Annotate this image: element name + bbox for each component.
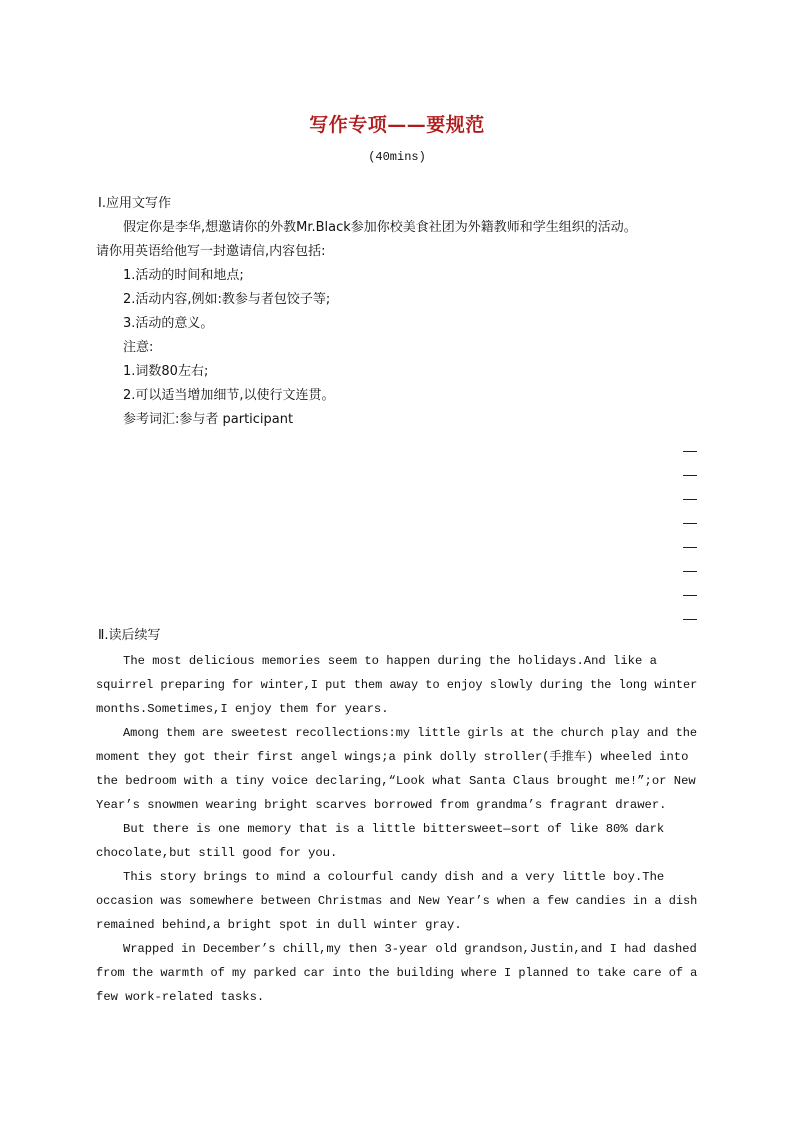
answer-blank-line	[683, 475, 697, 476]
note-item: 2.可以适当增加细节,以使行文连贯。	[123, 388, 335, 403]
page-title: 写作专项——要规范	[309, 114, 485, 136]
section1-prompt-line1: 假定你是李华,想邀请你的外教Mr.Black参加你校美食社团为外籍教师和学生组织的活动。	[123, 220, 637, 235]
passage-line: The most delicious memories seem to happen during the holidays.And like a	[123, 654, 657, 668]
answer-blank-line	[683, 451, 697, 452]
note-item: 1.词数80左右;	[123, 364, 209, 379]
passage-line: Wrapped in December’s chill,my then 3-year old grandson,Justin,and I had dashed	[123, 942, 697, 956]
requirement-item: 1.活动的时间和地点;	[123, 268, 244, 283]
vocabulary-hint: 参考词汇:参与者 participant	[123, 412, 294, 427]
answer-blank-line	[683, 595, 697, 596]
time-limit: (40mins)	[368, 150, 426, 164]
passage-line: squirrel preparing for winter,I put them away to enjoy slowly during the long winter	[96, 678, 698, 692]
passage-line: remained behind,a bright spot in dull winter gray.	[96, 918, 462, 932]
section1-heading: Ⅰ.应用文写作	[98, 196, 171, 211]
answer-blank-line	[683, 547, 697, 548]
section2-heading: Ⅱ.读后续写	[98, 628, 161, 643]
requirement-item: 3.活动的意义。	[123, 316, 214, 331]
requirement-item: 2.活动内容,例如:教参与者包饺子等;	[123, 292, 331, 307]
passage-line: chocolate,but still good for you.	[96, 846, 338, 860]
passage-line: months.Sometimes,I enjoy them for years.	[96, 702, 389, 716]
answer-blank-line	[683, 571, 697, 572]
passage-line: moment they got their first angel wings;a pink dolly stroller(手推车) wheeled into	[96, 750, 689, 764]
passage-line: This story brings to mind a colourful candy dish and a very little boy.The	[123, 870, 665, 884]
passage-line: the bedroom with a tiny voice declaring,“Look what Santa Claus brought me!”;or New	[96, 774, 696, 788]
section1-prompt-line2: 请你用英语给他写一封邀请信,内容包括:	[96, 244, 326, 259]
passage-line: But there is one memory that is a little bittersweet—sort of like 80% dark	[123, 822, 665, 836]
answer-blank-line	[683, 523, 697, 524]
answer-blank-line	[683, 499, 697, 500]
passage-line: occasion was somewhere between Christmas and New Year’s when a few candies in a dish	[96, 894, 698, 908]
note-label: 注意:	[123, 340, 154, 355]
passage-line: from the warmth of my parked car into the building where I planned to take care of a	[96, 966, 698, 980]
passage-line: Among them are sweetest recollections:my little girls at the church play and the	[123, 726, 698, 740]
answer-blank-line	[683, 619, 697, 620]
passage-line: Year’s snowmen wearing bright scarves borrowed from grandma’s fragrant drawer.	[96, 798, 667, 812]
passage-line: few work-related tasks.	[96, 990, 265, 1004]
